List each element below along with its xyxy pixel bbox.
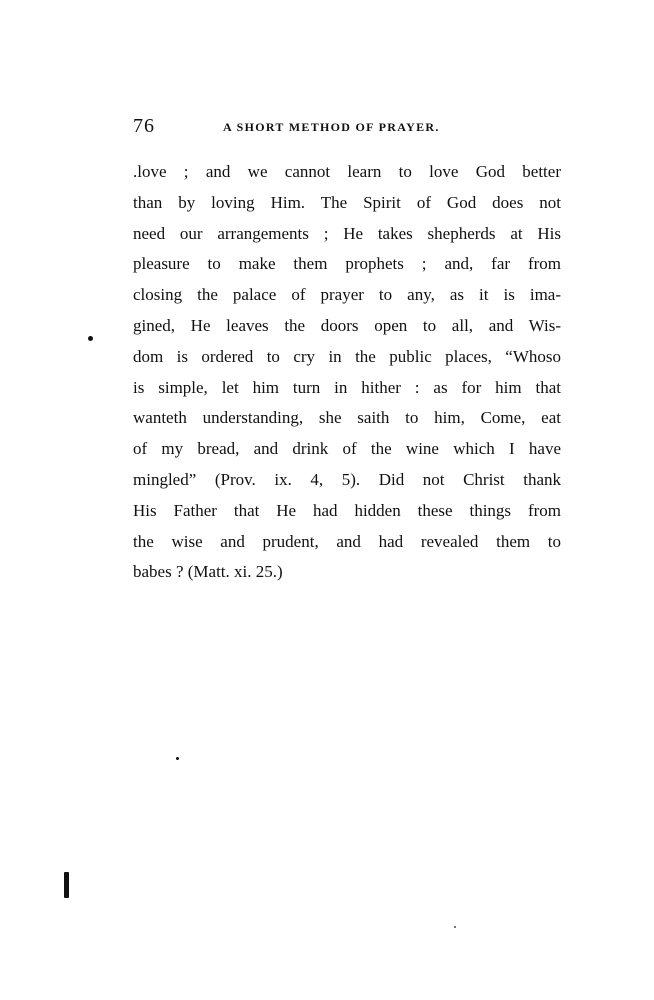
text-line: mingled” (Prov. ix. 4, 5). Did not Christ thank bbox=[133, 469, 561, 489]
text-line: of my bread, and drink of the wine which I have bbox=[133, 439, 561, 459]
ink-speck-mark bbox=[454, 926, 456, 928]
text-line: is simple, let him turn in hither : as for him that bbox=[133, 377, 561, 397]
ink-dot-mark bbox=[176, 757, 179, 760]
text-line: wanteth understanding, she saith to him, Come, eat bbox=[133, 408, 561, 428]
page-number: 76 bbox=[133, 115, 155, 137]
running-title: A SHORT METHOD OF PRAYER. bbox=[223, 120, 440, 134]
text-line: need our arrangements ; He takes shepherds at His bbox=[133, 223, 561, 243]
text-line: dom is ordered to cry in the public places, “Whoso bbox=[133, 346, 561, 366]
scan-edge-mark bbox=[64, 872, 69, 898]
text-line: .love ; and we cannot learn to love God better bbox=[133, 162, 561, 181]
text-line: babes ? (Matt. xi. 25.) bbox=[133, 562, 283, 582]
body-text bbox=[133, 157, 561, 588]
text-line: closing the palace of prayer to any, as it is ima- bbox=[133, 285, 561, 305]
text-line: pleasure to make them prophets ; and, far from bbox=[133, 254, 561, 274]
page-header bbox=[133, 115, 561, 141]
text-line: gined, He leaves the doors open to all, and Wis- bbox=[133, 315, 561, 335]
text-line: the wise and prudent, and had revealed them to bbox=[133, 531, 561, 551]
text-line: than by loving Him. The Spirit of God does not bbox=[133, 192, 561, 212]
ink-spot-mark bbox=[88, 336, 93, 341]
text-line: His Father that He had hidden these things from bbox=[133, 500, 561, 520]
